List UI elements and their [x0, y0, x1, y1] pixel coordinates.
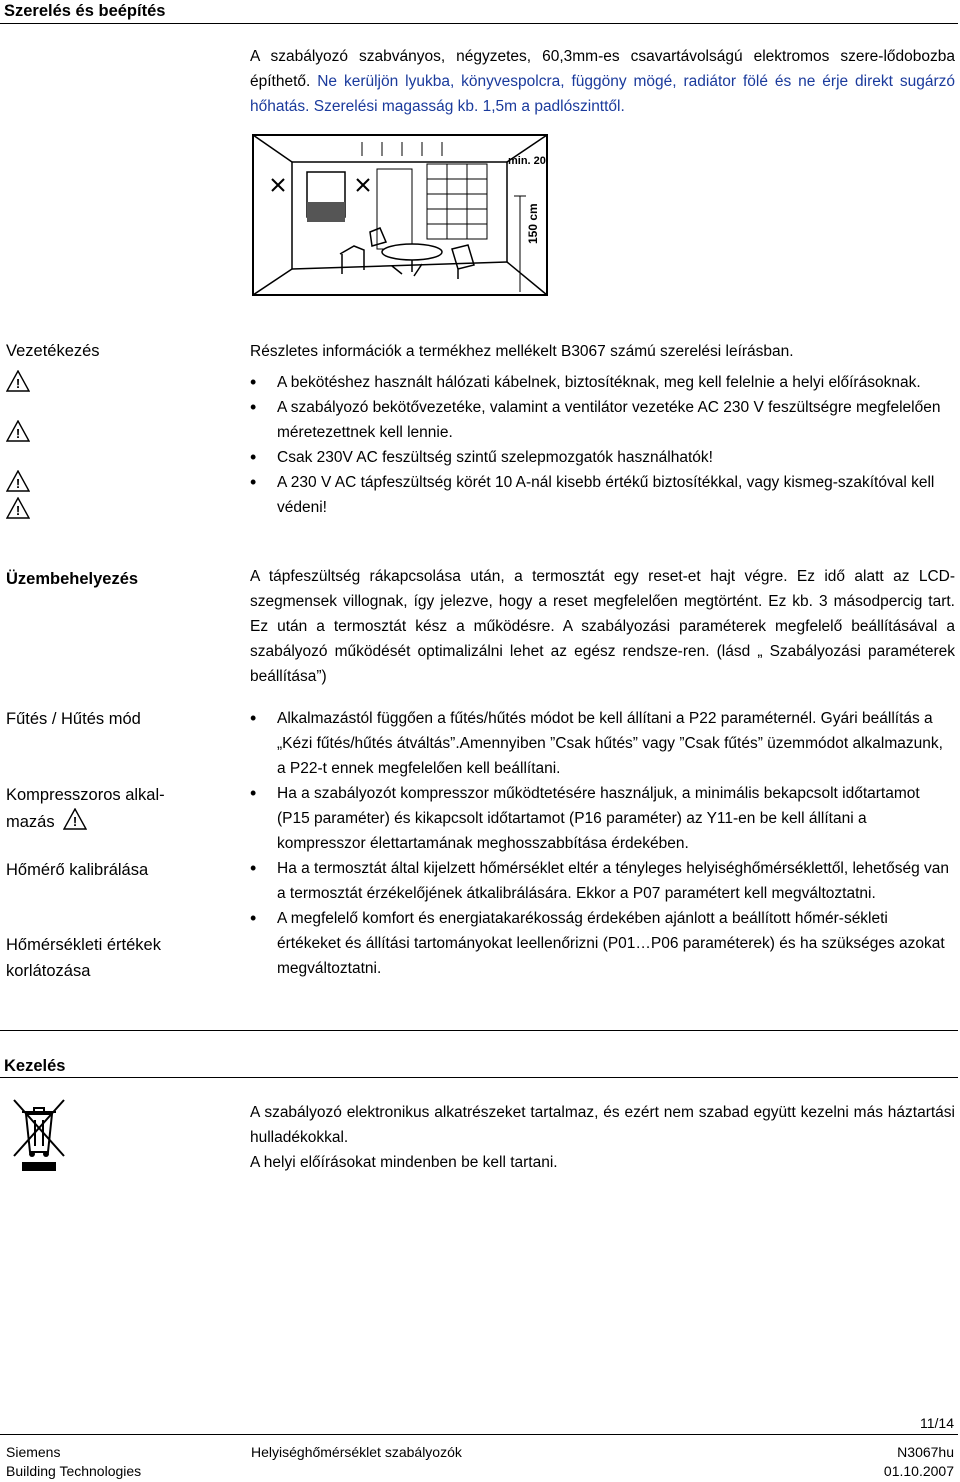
weee-bin-icon [10, 1096, 68, 1172]
list-item: • A bekötéshez használt hálózati kábelnek, biztosítéknak, meg kell felelnie a helyi előírásoknak. [250, 370, 955, 395]
figure-height-label: 150 cm [526, 203, 540, 244]
wiring-bullets [250, 370, 955, 520]
install-intro-b: Ne kerüljön lyukba, könyvespolcra, függöny mögé, radiátor fölé és ne érje direkt sugárzó hőhatás. Szerelési magasság kb. 1,5m a padlószinttől. [250, 73, 955, 115]
label-limits: Hőmérsékleti értékek korlátozása [6, 936, 161, 980]
label-commissioning: Üzembehelyezés [6, 570, 139, 588]
room-illustration [252, 134, 548, 296]
warning-icon [6, 370, 30, 392]
label-wiring: Vezetékezés [6, 342, 100, 360]
footer-division: Building Technologies [6, 1463, 142, 1479]
figure-min-label: min. 20 [508, 155, 546, 167]
label-heating-cooling: Fűtés / Hűtés mód [6, 710, 141, 728]
commissioning-text: A tápfeszültség rákapcsolása után, a termosztát egy reset-et hajt végre. Ez idő alatt az LCD-szegmensek villognak, így jelezve, hogy a reset megfelelően megtörtént. Ez kb. 3 másodpercig tart. Ez után a termosztát kész a működésre. A szabályozási paraméterek megfelelő beállításával a szabályozó működését optimalizálni lehet az egész rendsze-ren. (lásd „ Szabályozási paraméterek beállítása”) [250, 568, 955, 685]
wiring-intro: Részletes információk a termékhez mellékelt B3067 számú szerelési leírásban. [250, 343, 794, 360]
svg-text:!: ! [73, 814, 78, 829]
section-title-handling-text: Kezelés [4, 1057, 66, 1075]
footer-company: Siemens [6, 1444, 61, 1460]
page-number: 11/14 [920, 1415, 954, 1431]
list-item: • Ha a termosztát által kijelzett hőmérséklet eltér a tényleges helyiséghőmérséklettől, lehetőség van a termosztát érzékelőjének átkalibrálására. Ekkor a P07 paramétert kell megváltoztatni. [250, 856, 955, 906]
svg-text:!: ! [15, 476, 21, 491]
install-intro [250, 44, 955, 119]
warning-icon [63, 808, 87, 830]
footer-date: 01.10.2007 [883, 1463, 954, 1479]
warning-icon [6, 470, 30, 492]
footer-doc-title: Helyiséghőmérséklet szabályozók [251, 1444, 462, 1460]
handling-text-1: A szabályozó elektronikus alkatrészeket tartalmaz, és ezért nem szabad együtt kezelni más háztartási hulladékokkal. [250, 1104, 955, 1146]
svg-text:!: ! [15, 503, 21, 518]
list-item: • A 230 V AC tápfeszültség körét 10 A-nál kisebb értékű biztosítékkal, vagy kismeg-szakítóval kell védeni! [250, 470, 955, 520]
list-item: • Ha a szabályozót kompresszor működtetésére használjuk, a minimális bekapcsolt időtartamot (P15 paraméter) és kikapcsolt időtartamot (P16 paraméter) az Y11-en be kell állítani a kompresszor élettartamának meghosszabbítása érdekében. [250, 781, 955, 856]
list-item: • A szabályozó bekötővezetéke, valamint a ventilátor vezetéke AC 230 V feszültségre megfelelően méretezettnek kell lennie. [250, 395, 955, 445]
install-figure [252, 134, 548, 296]
svg-text:!: ! [15, 426, 21, 441]
list-item: • Alkalmazástól függően a fűtés/hűtés módot be kell állítani a P22 paraméternél. Gyári beállítás a „Kézi fűtés/hűtés átváltás”.Amennyiben ”Csak hűtés” vagy ”Csak fűtés” üzemmódot alkalmazunk, a P22-t ennek megfelelően kell beállítani. [250, 706, 955, 781]
label-compressor-text: Kompresszoros alkal-mazás [6, 786, 165, 831]
label-compressor [6, 782, 191, 835]
warning-icon [6, 420, 30, 442]
section-title-handling [0, 1030, 958, 1078]
warning-icon [6, 497, 30, 519]
list-item: • Csak 230V AC feszültség szintű szelepmozgatók használhatók! [250, 445, 955, 470]
list-item: • A megfelelő komfort és energiatakarékosság érdekében ajánlott a beállított hőmér-sékleti értékeket és állítási tartományokat leellenőrizni (P01…P06 paraméterek) és ha szükséges azokat megváltoztatni. [250, 906, 955, 981]
svg-text:!: ! [15, 376, 21, 391]
footer-divider [0, 1434, 958, 1435]
install-intro-a: A szabályozó szabványos, négyzetes, 60,3mm-es csavartávolságú elektromos szere-lődobozba építhető. [250, 48, 955, 90]
settings-bullets [250, 706, 955, 981]
footer-doc-number: N3067hu [897, 1444, 954, 1460]
handling-text-2: A helyi előírásokat mindenben be kell tartani. [250, 1154, 558, 1171]
label-calibration: Hőmérő kalibrálása [6, 861, 149, 879]
section-title-install-text: Szerelés és beépítés [4, 2, 166, 20]
section-title-install [0, 0, 958, 24]
